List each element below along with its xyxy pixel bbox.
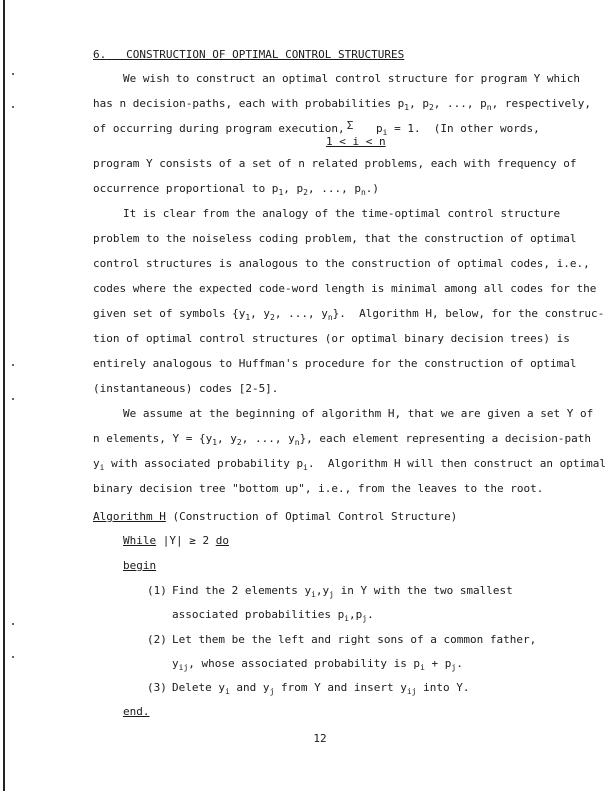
section-heading (93, 48, 404, 61)
page-number: 12 (313, 732, 327, 745)
para3-line2: n elements, $Y = \{y_1$, $y_2$, ..., $y_n$}, each element representing a decision-path (93, 432, 591, 447)
algorithm-heading (93, 510, 457, 523)
para2-line4: codes where the expected code-word length is minimal among all codes for the (93, 282, 597, 295)
para2-line6: tion of optimal control structures (or optimal binary decision trees) is (93, 332, 570, 345)
para1-line3: of occurring during program execution, (93, 122, 345, 135)
summation-term: $p_i = 1$. (In other words, (376, 122, 540, 137)
algorithm-desc: (Construction of Optimal Control Structure) (165, 510, 458, 523)
algorithm-name: Algorithm H (93, 510, 166, 523)
step1-line1: Find the 2 elements $y_i,y_j$ in Y with the two smallest (172, 584, 513, 599)
summation-range: 1 < i < n (326, 135, 386, 148)
section-title: CONSTRUCTION OF OPTIMAL CONTROL STRUCTURES (126, 48, 405, 61)
step1-line2: associated probabilities $p_i,p_j$. (172, 608, 374, 623)
scan-speck (12, 656, 14, 658)
para1-line4: program Y consists of a set of n related problems, each with frequency of (93, 157, 577, 170)
para1-line1: We wish to construct an optimal control structure for program Y which (123, 72, 580, 85)
para2-line1: It is clear from the analogy of the time-optimal control structure (123, 207, 561, 220)
para3-line3: $y_i$ with associated probability $p_i$. Algorithm H will then construct an optimal (93, 457, 606, 472)
para3-line4: binary decision tree "bottom up", i.e., from the leaves to the root. (93, 482, 544, 495)
para2-line3: control structures is analogous to the construction of optimal codes, i.e., (93, 257, 590, 270)
section-number: 6. (93, 48, 107, 61)
step2-number: (2) (147, 633, 167, 646)
step2-line1: Let them be the left and right sons of a common father, (172, 633, 537, 646)
step1-number: (1) (147, 584, 167, 597)
scan-speck (12, 106, 14, 108)
para2-line7: entirely analogous to Huffman's procedure for the construction of optimal (93, 357, 577, 370)
scan-speck (12, 398, 14, 400)
para3-line1: We assume at the beginning of algorithm H, that we are given a set Y of (123, 407, 594, 420)
para1-line5: occurrence proportional to $p_1$, $p_2$, ..., $p_n$.) (93, 182, 380, 197)
step3-line1: Delete $y_i$ and $y_j$ from Y and insert $y_{ij}$ into Y. (172, 681, 470, 696)
algorithm-begin: begin (123, 559, 157, 572)
page-left-edge (3, 0, 5, 791)
scan-speck (12, 364, 14, 366)
algorithm-while-line: While |Y| ≥ 2 do (123, 534, 229, 547)
summation-sign: Σ (346, 119, 354, 132)
scan-speck (12, 623, 14, 625)
para2-line5: given set of symbols {$y_1$, $y_2$, ..., $y_n$}. Algorithm H, below, for the construc- (93, 307, 605, 322)
step3-number: (3) (147, 681, 167, 694)
step2-line2: $y_{ij}$, whose associated probability is $p_i + p_j$. (172, 657, 463, 672)
para2-line2: problem to the noiseless coding problem, that the construction of optimal (93, 232, 577, 245)
para2-line8: (instantaneous) codes [2-5]. (93, 382, 279, 395)
algorithm-end: end. (123, 705, 150, 718)
scan-speck (12, 73, 14, 75)
para1-line2: has n decision-paths, each with probabilities $p_1$, $p_2$, ..., $p_n$, respectively, (93, 97, 591, 112)
